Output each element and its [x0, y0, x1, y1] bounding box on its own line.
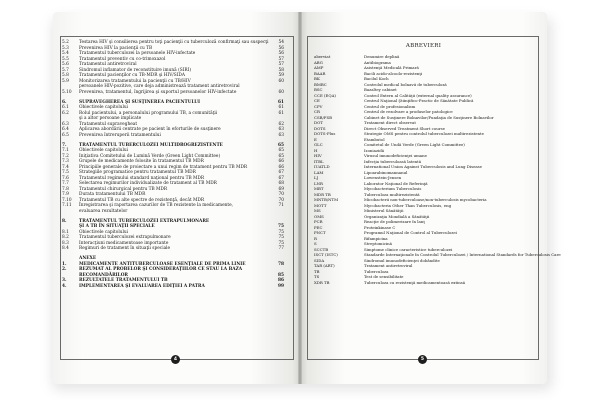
toc-title: RECOMANDĂRILOR	[79, 272, 129, 278]
toc-num: 6.	[62, 99, 67, 105]
toc-row[interactable]	[62, 90, 284, 96]
toc-num: 7.10	[62, 197, 72, 203]
toc-title: Tratamentul TB cu alte spectre de rezistenţă, decât MDR	[79, 197, 205, 203]
toc-num: 5.9	[62, 78, 69, 84]
toc-num: 3.	[62, 278, 67, 283]
abbreviation-meaning: Tuberculoza multirezistentă	[364, 191, 420, 197]
abbreviation-key: GLC	[314, 142, 323, 147]
toc-title: Durata tratamentului TB MDR	[79, 192, 146, 197]
toc-row[interactable]	[62, 209, 284, 215]
abbreviation-meaning: Standarde Internaţionale în Controlul Tuberculozei / International Standards for Tuberculosis Care	[364, 252, 561, 257]
toc-title: Tratamentul antiretroviral	[79, 62, 137, 67]
toc-num: 8.3	[62, 240, 69, 246]
abbreviation-meaning: Proteinkinase C	[364, 224, 396, 230]
abbreviation-meaning: Cabinet de Susţinere Bolnavilor/Fundaţia de Susţinere Bolnavilor	[364, 114, 494, 120]
abbreviation-key: MBT	[314, 186, 324, 191]
abbreviation-key: SCCTB	[314, 246, 329, 252]
abbreviation-key: LJ	[314, 175, 319, 180]
abbreviation-meaning: Test de sensibilitate	[364, 274, 404, 279]
abbreviation-key: TB	[314, 268, 320, 274]
abbreviation-meaning: Control Extern al Calităţii (external quality assurance)	[364, 92, 472, 98]
toc-title: Tratamentul chirurgical pentru TB MDR	[79, 186, 168, 192]
toc-num: 5.2	[62, 40, 69, 45]
toc-title: Regimuri de tratament în situaţii speciale	[79, 246, 171, 251]
abbreviation-key: PCR	[314, 219, 323, 224]
toc-title: Prevenirea, tratamentul, îngrijirea şi suportul persoanelor HIV-infectate	[79, 89, 237, 95]
abbreviation-key: H	[314, 147, 318, 153]
toc-page: 61	[278, 99, 284, 105]
toc-page: 75	[278, 229, 284, 235]
toc-page	[274, 209, 284, 215]
toc-title: Testarea HIV şi consilierea pentru toţi pacienţii cu tuberculoză confirmaţi sau suspecţi	[79, 40, 269, 45]
toc-num: 5.5	[62, 56, 69, 62]
toc-title: Prevenirea HIV la pacienţii cu TB	[79, 45, 153, 51]
abbreviation-meaning: Comitetul de Undă Verde (Green Light Committee)	[364, 142, 465, 147]
abbreviation-meaning: Laborator Naţional de Referinţă	[364, 180, 428, 186]
abbreviations-title: ABREVIERI	[405, 43, 442, 49]
toc-num: 2.	[62, 267, 67, 272]
toc-num: 7.8	[62, 186, 69, 192]
abbreviation-meaning: Tuberculoza cu rezistenţă medicamentoasă extinsă	[364, 279, 466, 285]
abbreviation-meaning: Tratament antiretroviral	[364, 263, 413, 268]
toc-num: 5.8	[62, 73, 69, 78]
abbreviation-meaning: Centrul Naţional Ştiinţifico-Practic de Sănătate Publică	[364, 98, 474, 103]
abbreviation-key: E	[314, 136, 317, 142]
toc-num: 5.10	[62, 89, 72, 95]
abbreviation-meaning: Micobacterii non-tuberculoase/non-tuberculosis mycobacteria	[364, 197, 487, 202]
abbreviation-meaning: Centrul de rezolvare a produselor patologice	[364, 109, 453, 114]
toc-page: 78	[278, 261, 284, 267]
toc-title: Iniţiativa Comitetului de Lumină Verde (Green Light Committee)	[79, 153, 221, 159]
toc-page: 66	[278, 164, 284, 170]
abbreviation-key: BSC	[314, 87, 323, 92]
toc-page: 69	[278, 186, 284, 192]
abbreviation-meaning: Programul Naţional de Control al Tuberculozei	[364, 230, 457, 235]
toc-title: Tratamentul tuberculozei la persoanele HIV-infectate	[79, 51, 196, 56]
toc-page: 54	[278, 40, 284, 45]
toc-title: Aplicarea abordării centrate pe pacient în eforturile de susţinere	[79, 127, 221, 132]
abbreviation-meaning: Virusul imunodeficienţei umane	[364, 153, 427, 158]
toc-page: 75	[278, 235, 284, 240]
toc-title: Obiectivele capitolului	[79, 148, 129, 153]
toc-num: 5.6	[62, 62, 69, 67]
toc-num: 8.2	[62, 235, 69, 240]
page-number-badge: 4	[171, 355, 180, 364]
toc-page: 59	[278, 73, 284, 78]
abbreviation-meaning: Bacilul Koch	[364, 76, 389, 81]
toc-num: 7.4	[62, 164, 69, 170]
toc-page: 75	[278, 240, 284, 246]
abbreviation-meaning: Strategie OMS pentru controlul tuberculozei multirezistente	[364, 131, 484, 136]
toc-title: şi a altor persoane implicate	[79, 116, 142, 121]
toc-num: 7.9	[62, 192, 69, 197]
abbreviation-meaning: Bazaltey cabinet	[364, 87, 397, 92]
toc-title: Monitorizarea tratamentului la pacienţii cu TB/HIV	[79, 78, 191, 84]
toc-title: persoanele HIV-pozitive, care deja administrează tratament antiretroviral	[79, 84, 240, 89]
abbreviation-key: MOTT	[314, 202, 327, 208]
toc-row[interactable]	[62, 246, 284, 252]
abbreviation-key: AMP	[314, 65, 324, 70]
toc-page: 77	[278, 246, 284, 251]
abbreviation-key: ITBL	[314, 158, 324, 164]
right-page	[300, 12, 561, 384]
abbreviation-key: CR	[314, 109, 320, 114]
toc-title: Prevenirea întreruperii tratamentului	[79, 132, 161, 138]
toc-page: 61	[278, 110, 284, 116]
abbreviations-list	[314, 54, 561, 285]
abbreviation-key: BMBC	[314, 81, 327, 87]
toc-title: TRATAMENTUL TUBERCULOZEI EXTRAPULMONARE	[79, 218, 210, 224]
toc-num: 7.7	[62, 181, 69, 186]
abbreviation-key: MS	[314, 208, 321, 213]
toc-title: Tratamentul supravegheat	[79, 121, 138, 127]
toc-page: 86	[278, 278, 284, 283]
toc-title: Tratamentul preventiv cu co-trimoxazol	[79, 56, 166, 62]
toc-title: IMPLEMENTAREA ŞI EVALUAREA EDIŢIEI A PATRA	[79, 283, 205, 289]
abbreviation-meaning: Organizaţia Mondială a Sănătăţii	[364, 213, 430, 219]
abbreviation-row	[314, 280, 534, 286]
toc-page: 75	[278, 224, 284, 229]
toc-num: 6.3	[62, 121, 69, 127]
toc-num: 4.	[62, 283, 67, 289]
abbreviation-key: CCE (EQA)	[314, 92, 336, 98]
toc-num: 7.3	[62, 159, 69, 164]
abbreviation-meaning: Asistenţă Medicală Primară	[364, 65, 419, 70]
toc-page: 61	[278, 105, 284, 110]
abbreviation-meaning: Controlul medical bolnavii de tuberculoză	[364, 81, 447, 87]
toc-title: Rolul pacientului, a personalului programului TB, a comunităţii	[79, 110, 218, 116]
toc-page: 67	[278, 175, 284, 181]
toc-title: Tratamentul pacienţilor cu TB-MDR şi HIV/SIDA	[79, 73, 185, 78]
toc-page: 70	[278, 192, 284, 197]
toc-row[interactable]	[62, 284, 284, 290]
toc-num: 8.	[62, 218, 67, 224]
toc-page: 56	[278, 45, 284, 51]
toc-page: 65	[278, 142, 284, 148]
toc-title: Sindromul inflamator de reconstituire imună (SIRI)	[79, 67, 191, 73]
abbreviation-key: BAAR	[314, 70, 326, 76]
abbreviation-key: S	[314, 241, 317, 246]
abbreviation-key: DOTS	[314, 125, 326, 131]
toc-page: 63	[278, 127, 284, 132]
abbreviation-meaning: Antibiograma	[364, 59, 391, 65]
toc-title: SUPRAVEGHEREA ŞI SUSŢINEREA PACIENTULUI	[79, 99, 200, 105]
toc-num: 7.1	[62, 148, 69, 153]
toc-title: Interacţiuni medicamentoase importante	[79, 240, 169, 246]
toc-num: 6.5	[62, 132, 69, 138]
toc-title: evaluarea rezultatelor	[79, 208, 128, 214]
toc-title: Strategiile programatice pentru tratamentul TB MDR	[79, 170, 196, 175]
toc-page: 60	[278, 78, 284, 84]
toc-num: 7.5	[62, 170, 69, 175]
abbreviation-key: ISCT (ISTC)	[314, 252, 338, 257]
toc-title: Obiectivele capitolului	[79, 105, 129, 110]
toc-page: 66	[278, 159, 284, 164]
abbreviation-key: OMS	[314, 213, 324, 219]
toc-num: 7.11	[62, 203, 72, 208]
abbreviation-meaning: Ministerul Sănătăţii	[364, 208, 404, 213]
abbreviation-key: SIDA	[314, 257, 325, 263]
abbreviation-meaning: Tratament direct observat	[364, 120, 416, 125]
toc-page: 65	[278, 153, 284, 159]
toc-title: REZUMAT AL PROBELOR ŞI CONSIDERAŢIILOR CE STAU LA BAZA	[79, 267, 243, 272]
abbreviation-meaning: Rifampicina	[364, 235, 388, 241]
abbreviation-key: LAM	[314, 169, 324, 175]
abbreviation-key: XDR TB	[314, 279, 330, 285]
abbreviation-meaning: Sindromul imunodeficienţei dobândite	[364, 257, 440, 263]
toc-title: ANEXE	[79, 256, 97, 261]
toc-title: Tratamentul tuberculozei extrapulmonare	[79, 235, 171, 240]
toc-page: 99	[278, 283, 284, 289]
abbreviation-meaning: Tuberculoza	[364, 268, 389, 274]
abbreviation-meaning: Lowenstein-Jensen	[364, 175, 402, 180]
abbreviation-key: MNTB/NTM	[314, 197, 339, 202]
abbreviation-key: TS	[314, 274, 320, 279]
abbreviation-key: HIV	[314, 153, 322, 158]
toc-page: 65	[278, 148, 284, 153]
toc-num: 7.6	[62, 175, 69, 181]
toc-page: 71	[278, 203, 284, 208]
toc-page: 62	[278, 121, 284, 127]
toc-page: 56	[278, 51, 284, 56]
table-of-contents	[62, 40, 284, 289]
abbreviation-key: aberviat	[314, 54, 331, 59]
abbreviation-meaning: Centrul de profesionalism	[364, 103, 416, 109]
toc-page: 60	[278, 89, 284, 95]
toc-num: 6.4	[62, 127, 69, 132]
abbreviation-key: CE	[314, 98, 320, 103]
abbreviation-meaning: Streptomicină	[364, 241, 392, 246]
abbreviation-key: DOTS-Plus	[314, 131, 336, 136]
abbreviation-meaning: Mycobacterium Tuberculosis	[364, 186, 422, 191]
toc-page: 85	[278, 272, 284, 278]
toc-num: 5.4	[62, 51, 69, 56]
abbreviation-key: CPV	[314, 103, 323, 109]
toc-page: 67	[278, 170, 284, 175]
abbreviation-meaning: Lipoarabinomannanul	[364, 169, 408, 175]
abbreviation-meaning: Bacili acido-alcoolo-rezistenţi	[364, 70, 423, 76]
book-gutter	[298, 12, 302, 384]
toc-title: MEDICAMENTE ANTITUBERCULOASE ESENŢIALE DE PRIMA LINIE	[79, 261, 246, 267]
toc-title: TRATAMENTUL TUBERCULOZEI MULTIDROGREZISTENTE	[79, 142, 223, 148]
toc-num: 7.	[62, 142, 67, 148]
abbreviation-meaning: Izoniazidă	[364, 147, 385, 153]
abbreviation-key: BK	[314, 76, 320, 81]
toc-num: 5.7	[62, 67, 69, 73]
abbreviation-key: PEC	[314, 224, 323, 230]
abbreviation-meaning: Etambutol	[364, 136, 385, 142]
toc-title: Principiile generale de proiectare a unui regim de tratament pentru TB MDR	[79, 164, 248, 170]
toc-page: 70	[278, 197, 284, 203]
toc-title: Înregistrarea şi raportarea cazurilor de TB rezistente la medicamente,	[79, 203, 234, 208]
abbreviation-key: PNCT	[314, 230, 326, 235]
page-number-badge: 5	[418, 355, 427, 364]
abbreviation-meaning: Direct Observed Treatment Short course	[364, 125, 445, 131]
toc-page: 58	[278, 67, 284, 73]
toc-row[interactable]	[62, 133, 284, 139]
toc-page: 63	[278, 132, 284, 138]
toc-page: 57	[278, 62, 284, 67]
toc-num: 8.1	[62, 229, 69, 235]
abbreviation-meaning: Reacţie de polimerizare în lanţ	[364, 219, 425, 224]
abbreviation-key: ABG	[314, 59, 323, 65]
left-page	[53, 12, 300, 384]
abbreviation-key: TAR (ART)	[314, 263, 335, 268]
toc-num: 7.2	[62, 153, 69, 159]
abbreviation-meaning: Denumire deplină	[364, 54, 400, 59]
toc-num: 5.3	[62, 45, 69, 51]
toc-title: Obiectivele capitolului	[79, 229, 129, 235]
toc-page: 68	[278, 181, 284, 186]
abbreviation-key: LNR	[314, 180, 323, 186]
abbreviation-key: IUATLD	[314, 164, 330, 169]
toc-title: Selectarea regimurilor individualizate de tratament al TB MDR	[79, 181, 217, 186]
abbreviation-meaning: Infecţia tuberculoasă latentă	[364, 158, 422, 164]
toc-num: 6.1	[62, 105, 69, 110]
abbreviation-meaning: International Union Against Tuberculosis and Lung Disease	[364, 164, 482, 169]
toc-title: REZULTATELE TRATAMENTULUI TB	[79, 278, 168, 283]
toc-title: Grupele de medicamente folosite în tratamentul TB MDR	[79, 159, 204, 164]
toc-page: 57	[278, 56, 284, 62]
abbreviation-key: CSB/FSB	[314, 114, 333, 120]
abbreviation-key: MDR TB	[314, 191, 331, 197]
abbreviation-meaning: Mycobacteria Other Than Tuberculosis, eng	[364, 202, 452, 208]
abbreviation-meaning: Simptome clinice caracteristice tuberculozei	[364, 246, 453, 252]
toc-num: 6.2	[62, 110, 69, 116]
toc-title: Tratamentul regimului standard naţional pentru TB MDR	[79, 175, 205, 181]
abbreviation-key: DOT	[314, 120, 323, 125]
toc-title: ŞI A TB ÎN SITUAŢII SPECIALE	[79, 224, 155, 229]
toc-num: 8.4	[62, 246, 69, 251]
toc-num: 1.	[62, 261, 67, 267]
abbreviation-key: R	[314, 235, 317, 241]
